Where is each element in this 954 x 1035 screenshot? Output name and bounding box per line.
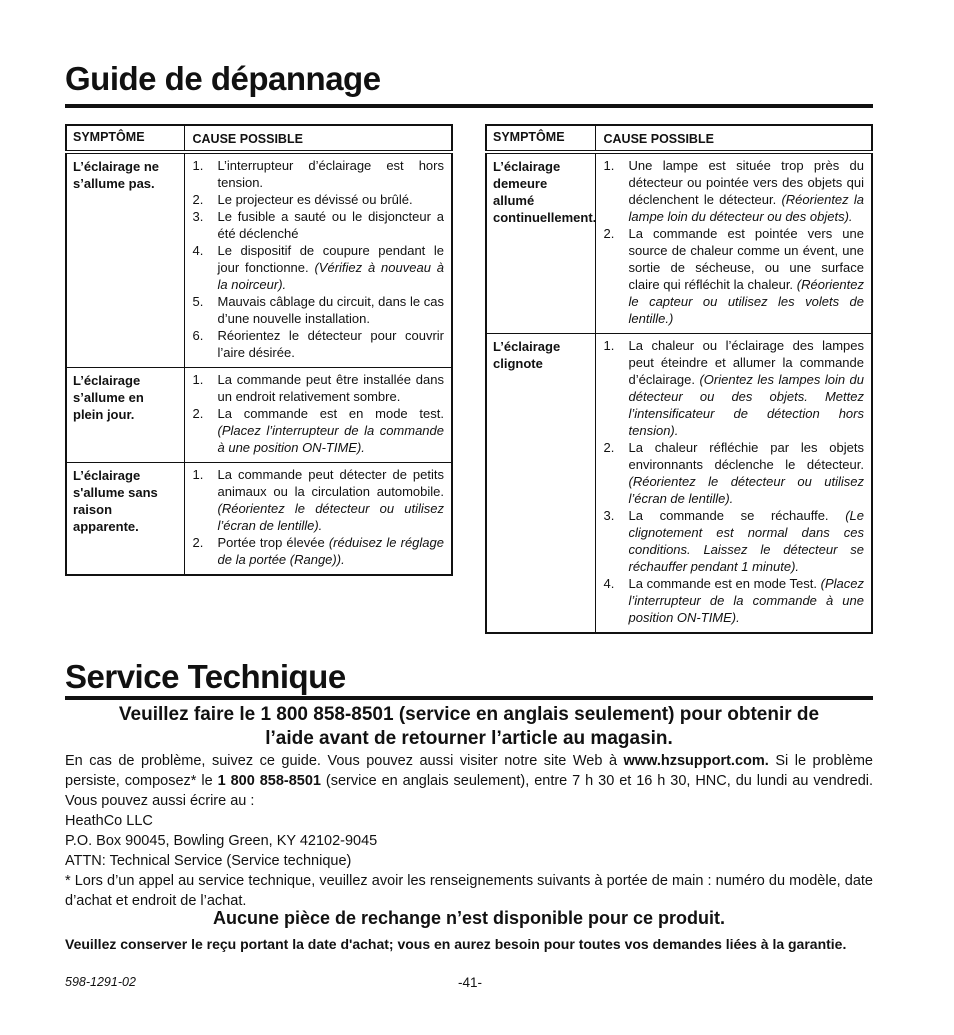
header-cause: CAUSE POSSIBLE xyxy=(184,125,452,152)
cause-advice: (Réorientez le détecteur ou utilisez l’écran de lentille). xyxy=(217,501,444,533)
cause-cell xyxy=(184,463,452,576)
cause-item xyxy=(193,371,445,405)
cause-item xyxy=(604,337,865,439)
address-line-3: ATTN: Technical Service (Service technique) xyxy=(65,853,352,869)
cause-cell xyxy=(595,334,872,634)
cause-advice: (Le clignotement est normal dans ces conditions. Laissez le détecteur se réchauffer pendant 1 minute). xyxy=(628,508,864,574)
cause-item xyxy=(604,507,865,575)
cause-number: 1. xyxy=(603,338,615,353)
service-body xyxy=(65,751,873,911)
cause-text: La commande est en mode Test. xyxy=(628,576,821,591)
cause-item xyxy=(193,242,445,293)
cause-list xyxy=(193,157,445,361)
cause-text: Le fusible a sauté ou le disjoncteur a été déclenché xyxy=(217,209,444,241)
symptom-cell: L’éclairage demeure allumé continuellement. xyxy=(486,152,595,334)
intro-text-a: En cas de problème, suivez ce guide. Vous pouvez aussi visiter notre site Web à xyxy=(65,753,624,769)
call-heading xyxy=(65,703,873,751)
cause-text: La commande peut être installée dans un endroit relativement sombre. xyxy=(217,372,444,404)
intro-text-b: Si le problème persiste, composez* le xyxy=(65,753,873,789)
service-note: * Lors d’un appel au service technique, veuillez avoir les renseignements suivants à portée de main : numéro du modèle, date d’achat et endroit de l’achat. xyxy=(65,873,873,909)
cause-number: 2. xyxy=(192,406,204,421)
table-row xyxy=(66,152,452,368)
receipt-notice: Veuillez conserver le reçu portant la date d'achat; vous en aurez besoin pour toutes vos demandes liées à la garantie. xyxy=(65,936,847,952)
cause-text: Une lampe est située trop près du détecteur ou pointée vers des objets qui déclenchent le détecteur. xyxy=(628,158,864,207)
cause-number: 2. xyxy=(603,440,615,455)
cause-item xyxy=(193,327,445,361)
cause-text: La chaleur réfléchie par les objets environnants déclenche le détecteur. xyxy=(628,440,864,472)
cause-list xyxy=(193,466,445,568)
cause-text: Réorientez le détecteur pour couvrir l’aire désirée. xyxy=(217,328,444,360)
cause-item xyxy=(193,466,445,534)
cause-number: 6. xyxy=(192,328,204,343)
cause-text: Mauvais câblage du circuit, dans le cas d’une nouvelle installation. xyxy=(217,294,444,326)
doc-number: 598-1291-02 xyxy=(65,975,136,989)
cause-cell xyxy=(595,152,872,334)
table-header-row xyxy=(66,125,452,152)
address-line-1: HeathCo LLC xyxy=(65,813,153,829)
cause-advice: (Réorientez le détecteur ou utilisez l’écran de lentille). xyxy=(628,474,864,506)
address-line-2: P.O. Box 90045, Bowling Green, KY 42102-9045 xyxy=(65,833,378,849)
cause-number: 4. xyxy=(603,576,615,591)
table-row xyxy=(66,368,452,463)
no-parts-heading: Aucune pièce de rechange n’est disponible pour ce produit. xyxy=(212,908,726,928)
cause-advice: (Réorientez la lampe loin du détecteur ou des objets). xyxy=(628,192,864,224)
cause-cell xyxy=(184,368,452,463)
symptom-cell: L’éclairage s’allume en plein jour. xyxy=(66,368,184,463)
troubleshooting-title: Guide de dépannage xyxy=(65,60,381,97)
cause-advice: (réduisez le réglage de la portée (Range)). xyxy=(217,535,444,567)
table-row xyxy=(66,463,452,576)
header-symptom: SYMPTÔME xyxy=(486,125,595,152)
cause-number: 2. xyxy=(192,535,204,550)
cause-item xyxy=(193,208,445,242)
cause-text: La commande peut détecter de petits animaux ou la circulation automobile. xyxy=(217,467,444,499)
cause-advice: (Vérifiez à nouveau à la noirceur). xyxy=(217,260,444,292)
cause-text: Le dispositif de coupure pendant le jour fonctionne. xyxy=(217,243,444,275)
cause-item xyxy=(604,439,865,507)
symptom-cell: L’éclairage clignote xyxy=(486,334,595,634)
troubleshooting-table-right xyxy=(485,124,873,634)
service-rule xyxy=(65,696,873,700)
cause-list xyxy=(604,337,865,626)
header-symptom: SYMPTÔME xyxy=(66,125,184,152)
intro-text-c: (service en anglais seulement), entre 7 h 30 et 16 h 30, HNC, du lundi au vendredi. Vous pouvez aussi écrire au : xyxy=(65,773,874,809)
cause-number: 3. xyxy=(603,508,615,523)
cause-item xyxy=(193,293,445,327)
cause-cell xyxy=(184,152,452,368)
call-heading-line-1: Veuillez faire le 1 800 858-8501 (service en anglais seulement) pour obtenir de xyxy=(118,704,820,725)
cause-text: La commande est en mode test. xyxy=(217,406,444,421)
cause-number: 5. xyxy=(192,294,204,309)
table-row xyxy=(486,152,872,334)
cause-list xyxy=(604,157,865,327)
cause-list xyxy=(193,371,445,456)
website-link[interactable]: www.hzsupport.com. xyxy=(623,753,769,769)
cause-number: 1. xyxy=(603,158,615,173)
cause-item xyxy=(193,191,445,208)
cause-item xyxy=(604,575,865,626)
cause-item xyxy=(193,534,445,568)
cause-item xyxy=(193,405,445,456)
cause-advice: (Réorientez le capteur ou utilisez les volets de lentille.) xyxy=(628,277,864,326)
cause-item xyxy=(604,157,865,225)
cause-text: La chaleur ou l’éclairage des lampes peut éteindre et allumer la commande d’éclairage. xyxy=(628,338,864,387)
intro-paragraph xyxy=(65,751,873,811)
cause-number: 1. xyxy=(192,467,204,482)
phone-number: 1 800 858-8501 xyxy=(217,773,321,789)
page-number: -41- xyxy=(457,975,482,990)
cause-advice: (Orientez les lampes loin du détecteur ou des objets. Mettez l’intensificateur de détection hors tension). xyxy=(628,372,864,438)
cause-number: 2. xyxy=(603,226,615,241)
cause-text: La commande se réchauffe. xyxy=(628,508,846,523)
cause-text: La commande est pointée vers une source de chaleur comme un évent, une sortie de sécheuse, ou une surface claire qui réfléchit la chaleur. xyxy=(628,226,864,292)
cause-advice: (Placez l’interrupteur de la commande à une position ON-TIME). xyxy=(217,423,444,455)
troubleshooting-table-left xyxy=(65,124,453,576)
service-title: Service Technique xyxy=(65,658,346,695)
cause-text: L’interrupteur d’éclairage est hors tension. xyxy=(217,158,444,190)
header-cause: CAUSE POSSIBLE xyxy=(595,125,872,152)
cause-advice: (Placez l’interrupteur de la commande à une position ON-TIME). xyxy=(628,576,864,625)
cause-number: 1. xyxy=(192,158,204,173)
cause-number: 1. xyxy=(192,372,204,387)
cause-item xyxy=(193,157,445,191)
cause-text: Portée trop élevée xyxy=(217,535,329,550)
cause-text: Le projecteur es dévissé ou brûlé. xyxy=(217,192,413,207)
cause-number: 3. xyxy=(192,209,204,224)
table-header-row xyxy=(486,125,872,152)
cause-number: 4. xyxy=(192,243,204,258)
table-row xyxy=(486,334,872,634)
symptom-cell: L’éclairage s'allume sans raison apparente. xyxy=(66,463,184,576)
cause-number: 2. xyxy=(192,192,204,207)
title-rule xyxy=(65,104,873,108)
symptom-cell: L’éclairage ne s’allume pas. xyxy=(66,152,184,368)
call-heading-line-2: l’aide avant de retourner l’article au magasin. xyxy=(265,728,673,749)
cause-item xyxy=(604,225,865,327)
